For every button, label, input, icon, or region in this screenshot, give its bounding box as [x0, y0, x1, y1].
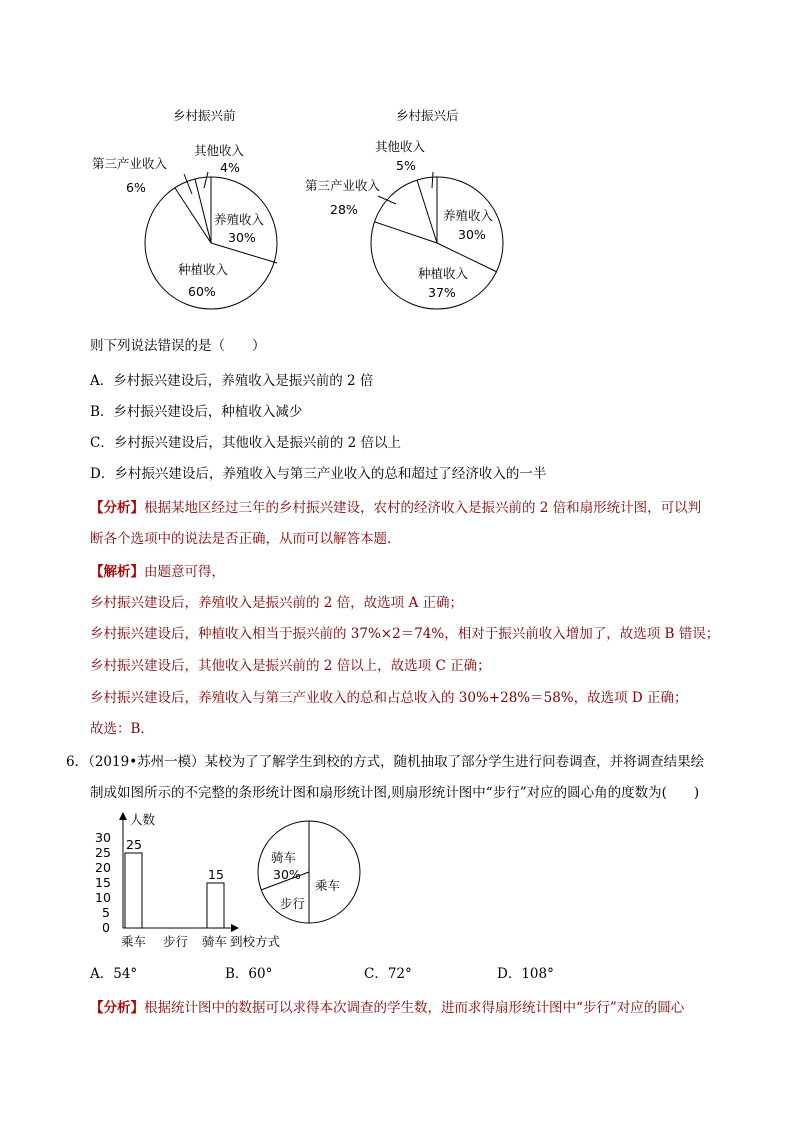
pie-before-title: 乡村振兴前: [173, 108, 236, 123]
pie-after-leader: [378, 196, 396, 204]
bar-ytick: 25: [95, 845, 111, 860]
q6-option-b[interactable]: B．60°: [225, 966, 273, 982]
pie-after-label-breeding: 养殖收入: [443, 208, 494, 223]
pie-after-pct-planting: 37%: [428, 285, 456, 300]
pie-before-label-breeding: 养殖收入: [214, 212, 265, 227]
bar-x-axis-arrow: [231, 924, 239, 932]
bar-xlabel: 到校方式: [230, 934, 281, 949]
analysis-tag: 【分析】: [90, 500, 144, 516]
q5-solution-d: 乡村振兴建设后，养殖收入与第三产业收入的总和占总收入的 30%+28%＝58%，故选项 D 正确；: [90, 690, 688, 706]
q5-solution-b: 乡村振兴建设后，种植收入相当于振兴前的 37%×2＝74%，相对于振兴前收入增加了，故选项 B 错误；: [90, 626, 720, 642]
pie-before-label-other: 其他收入: [194, 143, 245, 158]
pie-before-pct-planting: 60%: [188, 284, 216, 299]
q5-solution-c: 乡村振兴建设后，其他收入是振兴前的 2 倍以上，故选项 C 正确；: [90, 658, 491, 674]
pie-before-pct-tertiary: 6%: [126, 180, 146, 195]
bar-category-bike: 骑车: [202, 934, 228, 949]
pie-before-divider: [211, 243, 277, 263]
q5-option-c[interactable]: C．乡村振兴建设后，其他收入是振兴前的 2 倍以上: [90, 435, 402, 451]
q5-solution-a: 乡村振兴建设后，养殖收入是振兴前的 2 倍，故选项 A 正确；: [90, 595, 464, 611]
bar-ytick: 30: [95, 830, 111, 845]
solution-tag: 【解析】: [90, 564, 144, 580]
bar-ytick: 10: [95, 890, 111, 905]
q6-stem-line-1: 6．（2019•苏州一模）某校为了了解学生到校的方式，随机抽取了部分学生进行问卷调查，并将调查结果绘: [66, 754, 705, 770]
pie-after-pct-breeding: 30%: [458, 227, 486, 242]
q6-option-d[interactable]: D．108°: [497, 966, 554, 982]
bar-ride-bus: [125, 853, 142, 928]
q5-option-b[interactable]: B．乡村振兴建设后，种植收入减少: [90, 404, 303, 420]
analysis-text: 根据某地区经过三年的乡村振兴建设，农村的经济收入是振兴前的 2 倍和扇形统计图，可以判: [144, 500, 702, 516]
pie-before-label-planting: 种植收入: [178, 262, 229, 277]
pie-chart-commute: [255, 818, 365, 928]
pie-after-divider: [417, 180, 437, 243]
q6-option-a[interactable]: A．54°: [90, 966, 138, 982]
q5-option-d[interactable]: D．乡村振兴建设后，养殖收入与第三产业收入的总和超过了经济收入的一半: [90, 466, 547, 482]
bar-y-axis-arrow: [119, 812, 127, 820]
pie-before-divider: [175, 188, 211, 243]
pie-after-pct-other: 5%: [396, 158, 416, 173]
q5-solution-line-1: [90, 560, 225, 580]
bar-category-bus: 乘车: [121, 934, 147, 949]
bar-ylabel: 人数: [130, 812, 156, 827]
q6-pie-label-walk: 步行: [280, 896, 306, 911]
pie-after-leader: [432, 172, 433, 188]
pie-before-leader: [204, 172, 208, 188]
solution-intro: 由题意可得，: [144, 564, 225, 580]
pie-before-leader: [184, 174, 192, 194]
q5-option-a[interactable]: A．乡村振兴建设后，养殖收入是振兴前的 2 倍: [90, 373, 374, 389]
analysis-text: 根据统计图中的数据可以求得本次调查的学生数，进而求得扇形统计图中“步行”对应的圆心: [144, 1000, 685, 1016]
bar-ytick: 0: [102, 920, 110, 935]
q5-analysis-line-2: 断各个选项中的说法是否正确，从而可以解答本题．: [90, 531, 401, 547]
pie-after-label-tertiary: 第三产业收入: [305, 178, 381, 193]
pie-chart-after: [300, 100, 540, 300]
pie-before-pct-breeding: 30%: [228, 230, 256, 245]
q5-stem: 则下列说法错误的是（ ）: [90, 338, 266, 354]
pie-after-label-planting: 种植收入: [418, 266, 469, 281]
bar-category-walk: 步行: [163, 934, 189, 949]
q6-stem-line-2: 制成如图所示的不完整的条形统计图和扇形统计图,则扇形统计图中“步行”对应的圆心角的度数为( ): [90, 785, 700, 801]
bar-data-label: 15: [208, 867, 224, 882]
pie-after-divider: [375, 222, 437, 243]
q6-analysis-line-1: [90, 996, 684, 1016]
pie-before-label-tertiary: 第三产业收入: [92, 156, 168, 171]
bar-data-label: 25: [126, 837, 142, 852]
bar-ytick: 20: [95, 860, 111, 875]
q6-pie-label-bus: 乘车: [315, 878, 341, 893]
pie-after-label-other: 其他收入: [375, 139, 426, 154]
q5-analysis-line-1: [90, 496, 701, 516]
bar-ytick: 15: [95, 875, 111, 890]
q5-answer: 故选：B．: [90, 721, 154, 737]
pie-before-divider: [195, 179, 211, 243]
pie-after-pct-tertiary: 28%: [330, 202, 358, 217]
q6-pie-pct-ride: 30%: [273, 867, 301, 882]
q6-option-c[interactable]: C．72°: [364, 966, 412, 982]
bar-bike: [207, 883, 224, 928]
pie-after-title: 乡村振兴后: [396, 108, 459, 123]
bar-ytick: 5: [102, 905, 110, 920]
pie-before-pct-other: 4%: [220, 160, 240, 175]
q6-pie-label-ride: 骑车: [271, 850, 297, 865]
analysis-tag: 【分析】: [90, 1000, 144, 1016]
